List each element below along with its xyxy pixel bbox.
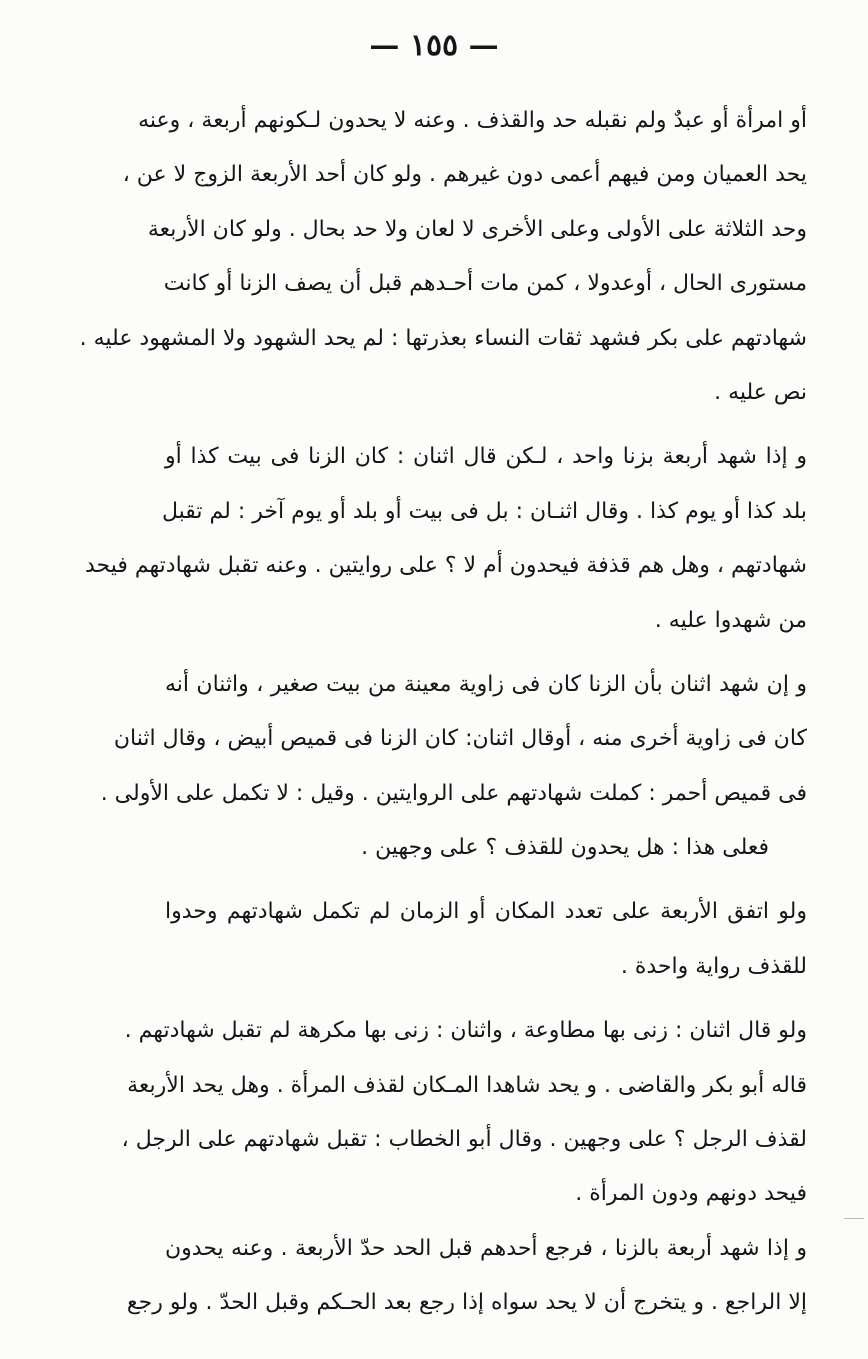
text-line: و إذا شهد أربعة بزنا واحد ، لـكن قال اثنان : كان الزنا فى بيت كذا أو [165,444,807,470]
text-line: و إذا شهد أربعة بالزنا ، فرجع أحدهم قبل الحد حدّ الأربعة . وعنه يحدون [165,1235,807,1261]
paragraph-gap [165,648,807,658]
body-text [79,94,807,1331]
paragraph-3 [100,658,807,821]
paragraph-gap [165,420,807,430]
text-line: إلا الراجع . و يتخرج أن لا يحد سواه إذا رجع بعد الحـكم وقبل الحدّ . ولو رجع [126,1290,807,1316]
text-line: وحد الثلاثة على الأولى وعلى الأخرى لا لعان ولا حد بحال . ولو كان الأربعة [147,216,807,242]
text-line: من شهدوا عليه . [654,607,807,633]
paragraph-2 [85,430,807,648]
text-line: ولو اتفق الأربعة على تعدد المكان أو الزمان لم تكمل شهادتهم وحدوا [165,899,807,925]
text-line: قاله أبو بكر والقاضى . و يحد شاهدا المـكان لقذف المرأة . وهل يحد الأربعة [127,1072,807,1098]
text-line: ولو قال اثنان : زنى بها مطاوعة ، واثنان : زنى بها مكرهة لم تقبل شهادتهم . [124,1018,807,1044]
text-line: و إن شهد اثنان بأن الزنا كان فى زاوية معينة من بيت صغير ، واثنان أنه [165,671,807,697]
paragraph-5 [165,885,807,994]
text-line: مستورى الحال ، أوعدولا ، كمن مات أحـدهم قبل أن يصف الزنا أو كانت [163,271,807,297]
text-line: أو امرأة أو عبدٌ ولم نقبله حد والقذف . وعنه لا يحدون لـكونهم أربعة ، وعنه [138,108,807,133]
text-line: للقذف رواية واحدة . [620,953,807,979]
text-line: فيحد دونهم ودون المرأة . [575,1181,807,1207]
paragraph-4 [165,821,807,875]
paragraph-7 [126,1222,807,1331]
text-line: شهادتهم ، وهل هم قذفة فيحدون أم لا ؟ على روايتين . وعنه تقبل شهادتهم فيحد [85,553,807,579]
paragraph-gap [165,875,807,885]
paragraph-6 [121,1004,807,1222]
text-line: لقذف الرجل ؟ على وجهين . وقال أبو الخطاب : تقبل شهادتهم على الرجل ، [121,1127,807,1153]
text-line: شهادتهم على بكر فشهد ثقات النساء بعذرتها : لم يحد الشهود ولا المشهود عليه . [79,325,807,351]
paragraph-gap [165,994,807,1004]
text-line: نص عليه . [714,379,807,405]
paragraph-1 [79,94,807,420]
page-edge-mark [844,1218,864,1219]
page-number: — ١٥٥ — [369,28,499,63]
text-line: كان فى زاوية أخرى منه ، أوقال اثنان: كان الزنا فى قميص أبيض ، وقال اثنان [113,726,807,752]
text-line: بلد كذا أو يوم كذا . وقال اثنـان : بل فى بيت أو بلد أو يوم آخر : لم تقبل [161,498,807,524]
text-line: يحد العميان ومن فيهم أعمى دون غيرهم . ولو كان أحد الأربعة الزوج لا عن ، [122,162,807,188]
text-line: فى قميص أحمر : كملت شهادتهم على الروايتين . وقيل : لا تكمل على الأولى . [100,780,807,806]
text-line: فعلى هذا : هل يحدون للقذف ؟ على وجهين . [361,835,769,861]
